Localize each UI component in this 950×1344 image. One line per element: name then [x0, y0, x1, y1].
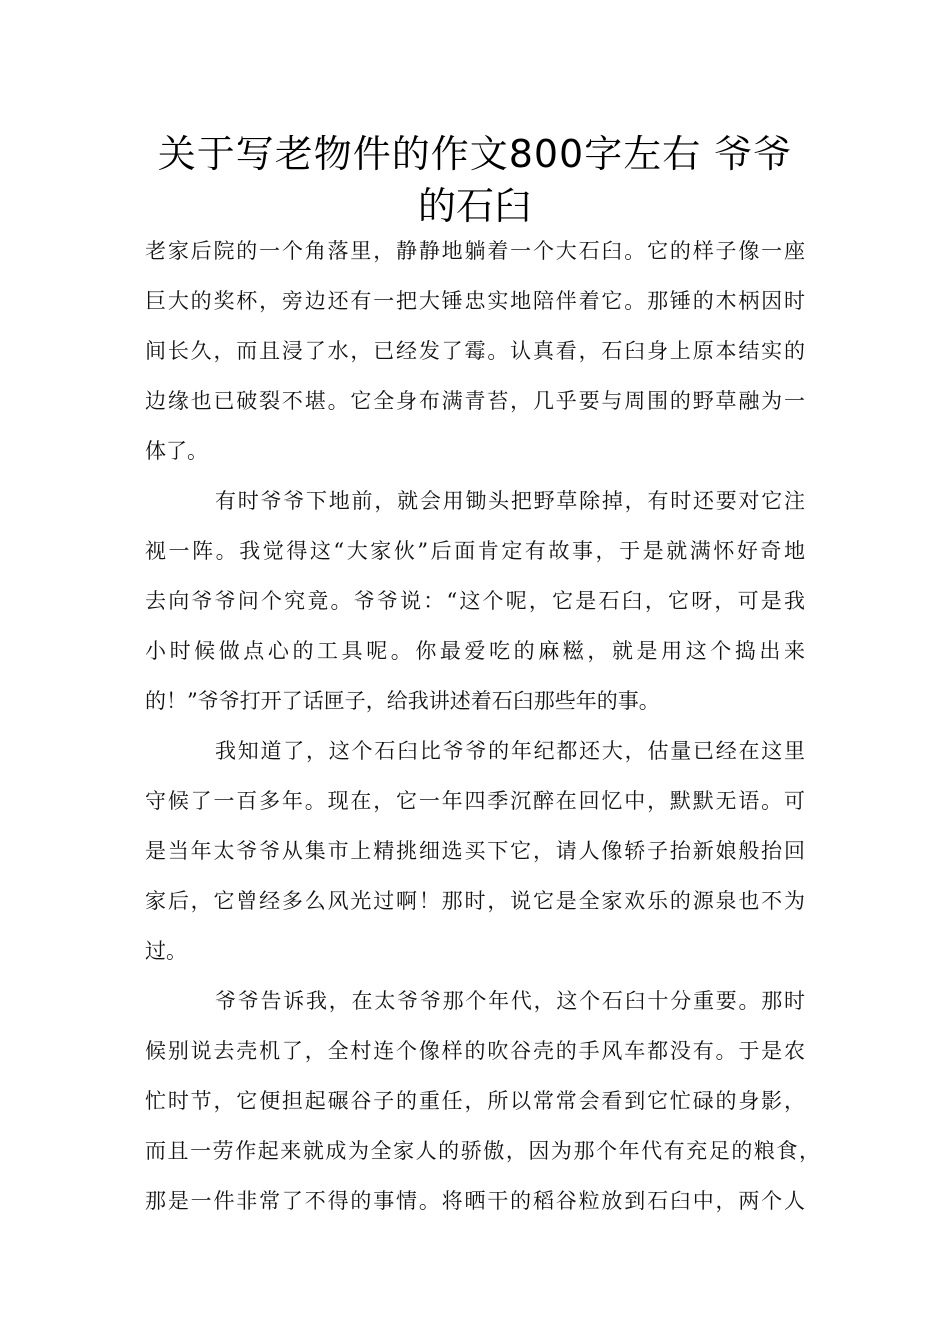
- body-line-8: 去向爷爷问个究竟。爷爷说：“这个呢，它是石臼，它呀，可是我: [145, 589, 805, 613]
- body-line-19: 而且一劳作起来就成为全家人的骄傲，因为那个年代有充足的粮食，: [145, 1139, 820, 1163]
- body-line-1: 老家后院的一个角落里，静静地躺着一个大石臼。它的样子像一座: [145, 239, 805, 263]
- body-line-6: 有时爷爷下地前，就会用锄头把野草除掉，有时还要对它注: [215, 489, 805, 513]
- body-line-13: 是当年太爷爷从集市上精挑细选买下它，请人像轿子抬新娘般抬回: [145, 839, 805, 863]
- body-line-14: 家后，它曾经多么风光过啊！那时，说它是全家欢乐的源泉也不为: [145, 889, 805, 913]
- body-line-16: 爷爷告诉我，在太爷爷那个年代，这个石臼十分重要。那时: [215, 989, 805, 1013]
- body-line-4: 边缘也已破裂不堪。它全身布满青苔，几乎要与周围的野草融为一: [145, 389, 805, 413]
- body-line-17: 候别说去壳机了，全村连个像样的吹谷壳的手风车都没有。于是农: [145, 1039, 805, 1063]
- body-line-12: 守候了一百多年。现在，它一年四季沉醉在回忆中，默默无语。可: [145, 789, 805, 813]
- body-line-18: 忙时节，它便担起碾谷子的重任，所以常常会看到它忙碌的身影，: [145, 1089, 805, 1113]
- body-line-7: 视一阵。我觉得这“大家伙”后面肯定有故事，于是就满怀好奇地: [145, 539, 805, 563]
- body-line-20: 那是一件非常了不得的事情。将晒干的稻谷粒放到石臼中，两个人: [145, 1189, 805, 1213]
- body-line-11: 我知道了，这个石臼比爷爷的年纪都还大，估量已经在这里: [215, 739, 805, 763]
- body-line-3: 间长久，而且浸了水，已经发了霉。认真看，石臼身上原本结实的: [145, 339, 805, 363]
- body-line-10: 的！”爷爷打开了话匣子，给我讲述着石臼那些年的事。: [145, 689, 660, 713]
- document-title-line-2: 的石臼: [417, 184, 532, 228]
- document-title-line-1: 关于写老物件的作文800字左右 爷爷: [157, 132, 793, 176]
- body-line-15: 过。: [145, 939, 187, 963]
- body-line-9: 小时候做点心的工具呢。你最爱吃的麻糍，就是用这个捣出来: [145, 639, 805, 663]
- body-line-5: 体了。: [145, 439, 208, 463]
- body-line-2: 巨大的奖杯，旁边还有一把大锤忠实地陪伴着它。那锤的木柄因时: [145, 289, 805, 313]
